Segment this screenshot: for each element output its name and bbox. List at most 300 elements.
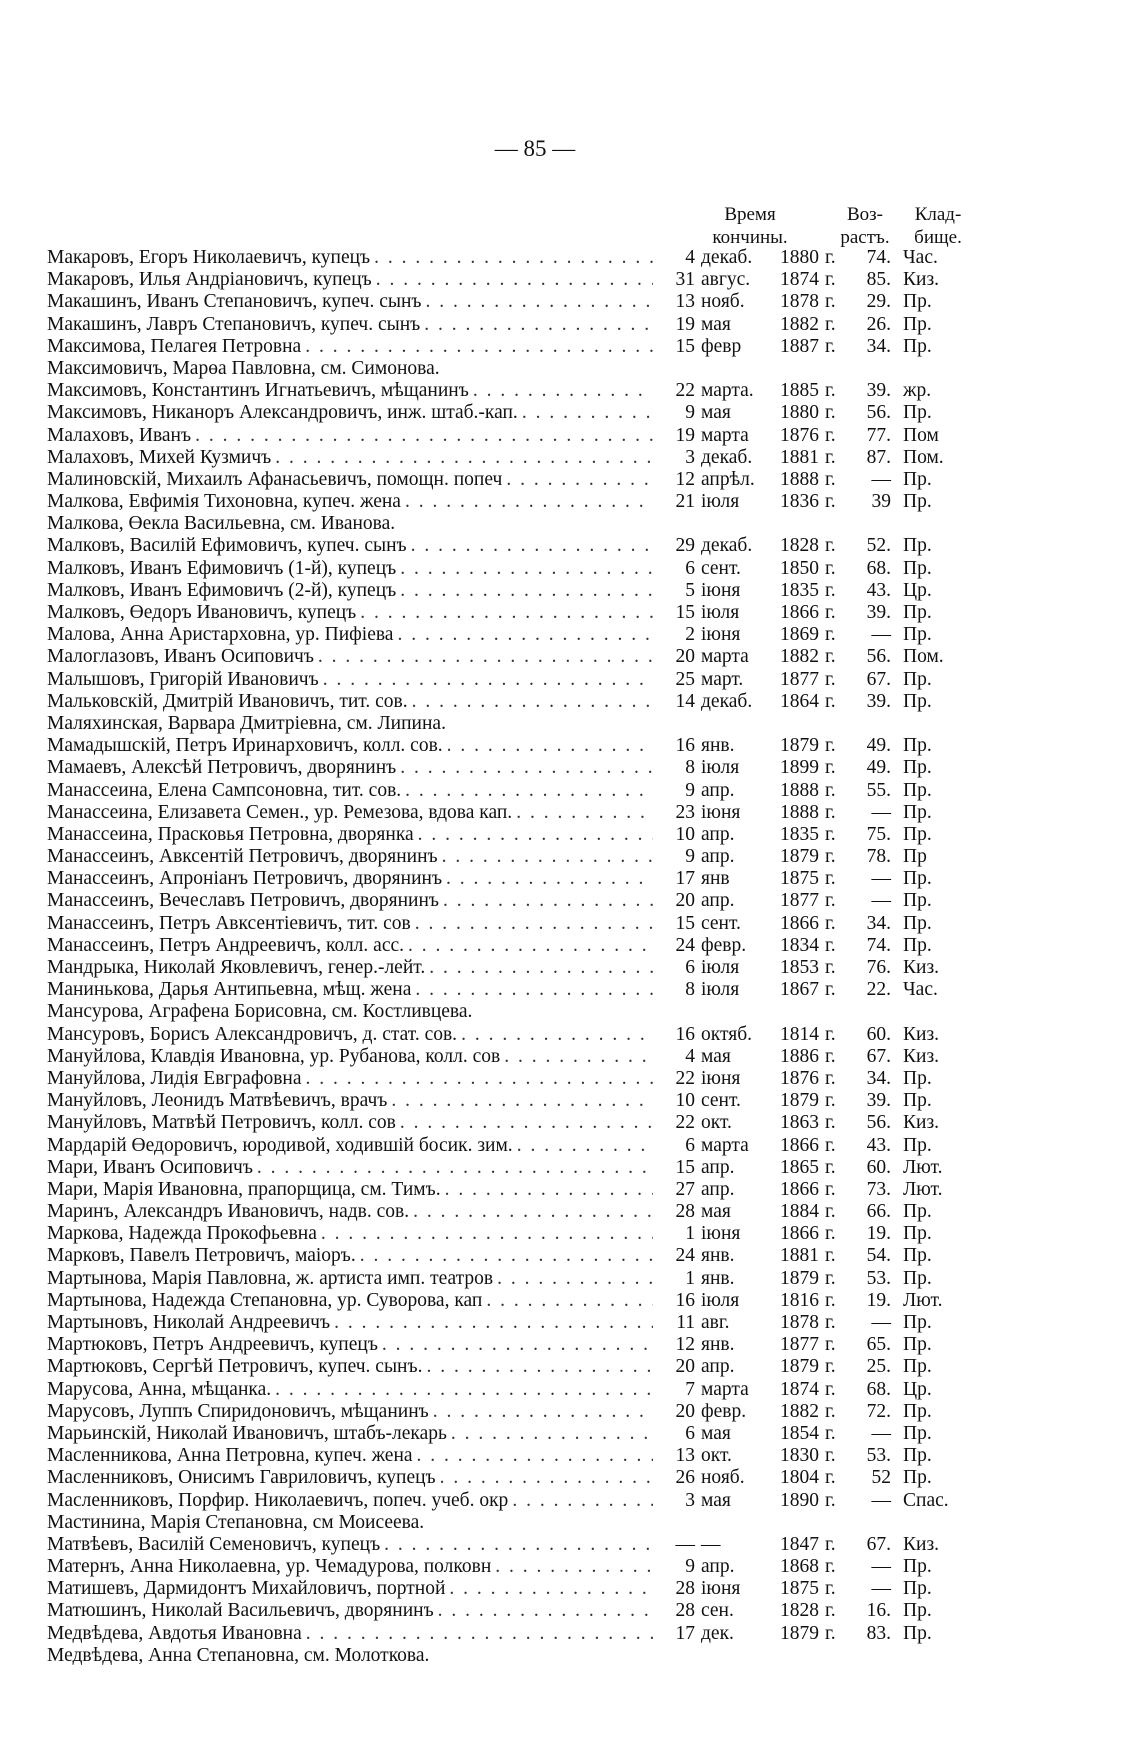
dot-leader <box>376 269 653 291</box>
cemetery: Пр. <box>903 313 932 335</box>
death-day: 16 <box>675 735 695 757</box>
age: 72. <box>866 1400 891 1422</box>
death-month: сент. <box>701 1090 741 1112</box>
entry-name-cell <box>47 913 653 935</box>
entry-name-cell <box>47 1223 653 1245</box>
death-day: 10 <box>675 823 695 845</box>
death-month: марта <box>701 1134 749 1156</box>
age: 77. <box>866 424 891 446</box>
year-abbrev: г. <box>825 668 836 690</box>
death-day: 15 <box>675 912 695 934</box>
entry-name-cell <box>47 846 653 868</box>
dot-leader <box>443 890 653 912</box>
death-month: апрѣл. <box>701 468 755 490</box>
dot-leader <box>429 957 653 979</box>
death-month: апр. <box>701 846 735 868</box>
entry-name-cell <box>47 1046 653 1068</box>
year-abbrev: г. <box>825 1134 836 1156</box>
entry-name-cell <box>47 1467 653 1489</box>
death-year: 1888 <box>780 779 819 801</box>
register-entry <box>47 1024 1047 1046</box>
cemetery: Пр. <box>903 779 932 801</box>
cemetery: Пр. <box>903 1578 932 1600</box>
entry-cross-reference: Малкова, Өекла Васильевна, см. Иванова. <box>47 513 396 535</box>
entry-name: Масленникова, Анна Петровна, купеч. жена <box>47 1445 413 1467</box>
age: — <box>871 1489 891 1511</box>
death-year: 1888 <box>780 468 819 490</box>
death-year: 1874 <box>780 1378 819 1400</box>
entry-name: Малаховъ, Михей Кузмичъ <box>47 446 272 468</box>
year-abbrev: г. <box>825 1489 836 1511</box>
cemetery: Пр. <box>903 1334 932 1356</box>
death-day: 22 <box>675 1067 695 1089</box>
age: — <box>871 1556 891 1578</box>
year-abbrev: г. <box>825 890 836 912</box>
year-abbrev: г. <box>825 1023 836 1045</box>
entry-name: Малковъ, Василій Ефимовичъ, купеч. сынъ <box>47 535 407 557</box>
register-entry <box>47 868 1047 890</box>
entry-name-cell <box>47 1179 653 1201</box>
death-day: 16 <box>675 1023 695 1045</box>
age: — <box>871 624 891 646</box>
death-year: 1879 <box>780 735 819 757</box>
entry-name: Малковъ, Иванъ Ефимовичъ (1-й), купецъ <box>47 557 397 579</box>
cemetery: Пр. <box>903 1312 932 1333</box>
dot-leader <box>400 757 653 779</box>
death-day: 6 <box>685 1134 695 1156</box>
dot-leader <box>374 247 653 269</box>
age: 39. <box>866 602 891 623</box>
cemetery: Пр. <box>903 535 932 557</box>
death-day: 4 <box>685 247 695 268</box>
death-year: 1836 <box>780 491 819 513</box>
entry-name: Малковъ, Иванъ Ефимовичъ (2-й), купецъ <box>47 579 397 601</box>
death-year: 1875 <box>780 868 819 890</box>
entry-name: Мардарій Өедоровичъ, юродивой, ходившій босик. зим. <box>47 1134 513 1156</box>
death-month: мая <box>701 1045 731 1067</box>
dot-leader <box>323 669 653 691</box>
entry-name-cell <box>47 402 653 424</box>
death-month: марта <box>701 424 749 446</box>
age: 43. <box>866 1134 891 1156</box>
death-year: 1887 <box>780 335 819 357</box>
year-abbrev: г. <box>825 779 836 801</box>
register-entry <box>47 890 1047 912</box>
entry-name-cell <box>47 1068 653 1090</box>
death-day: 3 <box>685 1489 695 1511</box>
dot-leader <box>360 1245 653 1267</box>
year-abbrev: г. <box>825 957 836 978</box>
entry-name: Макаровъ, Илья Андріановичъ, купецъ <box>47 269 372 291</box>
death-month: іюля <box>701 1289 740 1311</box>
register-entry <box>47 1423 1047 1445</box>
death-year: 1828 <box>780 535 819 557</box>
death-year: 1881 <box>780 446 819 468</box>
register-entry <box>47 757 1047 779</box>
year-abbrev: г. <box>825 1400 836 1422</box>
entry-name: Мартюковъ, Сергѣй Петровичъ, купеч. сынъ. <box>47 1356 423 1378</box>
dot-leader <box>405 491 653 513</box>
entry-name-cell <box>47 491 653 513</box>
cemetery: Пом. <box>903 646 944 668</box>
age: 65. <box>866 1334 891 1356</box>
dot-leader <box>305 336 653 358</box>
entry-name-cell <box>47 558 653 580</box>
dot-leader <box>405 780 653 802</box>
dot-leader <box>449 1578 653 1600</box>
death-month: окт. <box>701 1112 732 1134</box>
entry-name: Мальковскій, Дмитрій Ивановичъ, тит. сов. <box>47 690 408 712</box>
death-year: 1874 <box>780 269 819 291</box>
death-month: сент. <box>701 557 741 579</box>
dot-leader <box>321 1223 653 1245</box>
entry-name: Маринъ, Александръ Ивановичъ, надв. сов. <box>47 1201 410 1223</box>
register-entry <box>47 513 1047 535</box>
register-entries <box>47 247 1047 1667</box>
death-year: 1875 <box>780 1578 819 1600</box>
entry-name: Манассеинъ, Авксентій Петровичъ, дворянинъ <box>47 846 438 868</box>
year-abbrev: г. <box>825 1356 836 1378</box>
year-abbrev: г. <box>825 757 836 779</box>
entry-name-cell <box>47 757 653 779</box>
cemetery: Лют. <box>903 1289 943 1311</box>
age: 87. <box>866 446 891 468</box>
death-day: 9 <box>685 779 695 801</box>
age: — <box>871 1312 891 1333</box>
register-entry <box>47 1112 1047 1134</box>
header-time-of-death <box>690 203 810 249</box>
year-abbrev: г. <box>825 1378 836 1400</box>
cemetery: Пр. <box>903 823 932 845</box>
age: 22. <box>866 979 891 1001</box>
cemetery: Киз. <box>903 269 940 291</box>
cemetery: Пом. <box>903 446 944 468</box>
entry-name: Маркова, Надежда Прокофьевна <box>47 1223 317 1245</box>
death-year: 1882 <box>780 646 819 668</box>
death-month: апр. <box>701 890 735 912</box>
dot-leader <box>512 1490 653 1512</box>
death-month: іюня <box>701 579 741 601</box>
dot-leader <box>506 469 653 491</box>
death-day: 7 <box>685 1378 695 1400</box>
year-abbrev: г. <box>825 1245 836 1267</box>
death-month: мая <box>701 402 731 424</box>
year-abbrev: г. <box>825 912 836 934</box>
cemetery: Пр. <box>903 690 932 712</box>
year-abbrev: г. <box>825 335 836 357</box>
year-abbrev: г. <box>825 557 836 579</box>
year-abbrev: г. <box>825 801 836 823</box>
death-year: 1877 <box>780 668 819 690</box>
death-year: 1854 <box>780 1422 819 1444</box>
year-abbrev: г. <box>825 1312 836 1333</box>
death-month: іюня <box>701 624 741 646</box>
dot-leader <box>382 1334 653 1356</box>
age: 68. <box>866 1378 891 1400</box>
dot-leader <box>517 1135 653 1157</box>
entry-name-cell <box>47 890 653 912</box>
register-entry <box>47 1223 1047 1245</box>
age: — <box>871 890 891 912</box>
cemetery: Пр. <box>903 1422 932 1444</box>
entry-name-cell <box>47 935 653 957</box>
entry-name: Мартынова, Надежда Степановна, ур. Суворова, кап <box>47 1289 483 1311</box>
dot-leader <box>408 935 653 957</box>
death-day: 1 <box>685 1223 695 1245</box>
year-abbrev: г. <box>825 979 836 1001</box>
register-entry <box>47 624 1047 646</box>
year-abbrev: г. <box>825 735 836 757</box>
death-day: 28 <box>675 1578 695 1600</box>
death-day: 6 <box>685 557 695 579</box>
dot-leader <box>446 868 653 890</box>
death-year: 1804 <box>780 1467 819 1489</box>
cemetery: Пр. <box>903 1201 932 1223</box>
cemetery: Пр. <box>903 801 932 823</box>
death-month: янв. <box>701 1334 735 1356</box>
year-abbrev: г. <box>825 1600 836 1622</box>
entry-name-cell <box>47 1201 653 1223</box>
death-day: 6 <box>685 1422 695 1444</box>
cemetery: Киз. <box>903 1533 940 1555</box>
dot-leader <box>461 1024 653 1046</box>
register-entry <box>47 535 1047 557</box>
dot-leader <box>438 1600 653 1622</box>
entry-cross-reference: Мансурова, Аграфена Борисовна, см. Костливцева. <box>47 1001 473 1023</box>
death-year: 1884 <box>780 1201 819 1223</box>
cemetery: Киз. <box>903 1112 940 1134</box>
death-month: іюля <box>701 757 740 779</box>
cemetery: Лют. <box>903 1178 943 1200</box>
dot-leader <box>306 1623 653 1645</box>
death-year: 1867 <box>780 979 819 1001</box>
death-day: 10 <box>675 1090 695 1112</box>
death-day: 22 <box>675 1112 695 1134</box>
death-month: апр. <box>701 1356 735 1378</box>
death-day: 12 <box>675 1334 695 1356</box>
register-entry <box>47 1556 1047 1578</box>
death-month: окт. <box>701 1445 732 1467</box>
register-entry <box>47 935 1047 957</box>
death-year: 1816 <box>780 1289 819 1311</box>
cemetery: Пр. <box>903 557 932 579</box>
entry-name: Медвѣдева, Авдотья Ивановна <box>47 1622 302 1644</box>
entry-name-cell <box>47 1157 653 1179</box>
death-month: іюня <box>701 801 741 823</box>
entry-name: Масленниковъ, Порфир. Николаевичъ, попеч. учеб. окр <box>47 1489 509 1511</box>
age: 39. <box>866 380 891 402</box>
death-day: 13 <box>675 1445 695 1467</box>
death-year: 1876 <box>780 1067 819 1089</box>
cemetery: Пр. <box>903 624 932 646</box>
register-entry <box>47 691 1047 713</box>
register-entry <box>47 580 1047 602</box>
register-entry <box>47 1068 1047 1090</box>
death-day: 31 <box>675 269 695 291</box>
death-day: 17 <box>675 868 695 890</box>
death-day: 1 <box>685 1267 695 1289</box>
death-day: 13 <box>675 291 695 313</box>
death-year: 1882 <box>780 313 819 335</box>
register-entry <box>47 469 1047 491</box>
death-year: 1866 <box>780 1134 819 1156</box>
cemetery: Пр. <box>903 868 932 890</box>
age: — <box>871 468 891 490</box>
death-month: декаб. <box>701 446 753 468</box>
dot-leader <box>418 824 653 846</box>
death-month: февр <box>701 335 742 357</box>
death-month: — <box>701 1533 721 1555</box>
cemetery: Лют. <box>903 1156 943 1178</box>
cemetery: Пр. <box>903 602 932 623</box>
death-day: 15 <box>675 1156 695 1178</box>
register-entry <box>47 1490 1047 1512</box>
year-abbrev: г. <box>825 624 836 646</box>
dot-leader <box>486 1290 653 1312</box>
dot-leader <box>440 1467 653 1489</box>
death-month: іюня <box>701 1223 741 1245</box>
register-entry <box>47 447 1047 469</box>
death-day: 15 <box>675 602 695 623</box>
year-abbrev: г. <box>825 1445 836 1467</box>
age: 78. <box>866 846 891 868</box>
death-month: февр. <box>701 1400 747 1422</box>
entry-name: Мартынова, Марія Павловна, ж. артиста имп. театров <box>47 1267 494 1289</box>
cemetery: Пр. <box>903 402 932 424</box>
entry-cross-reference: Максимовичъ, Марөа Павловна, см. Симонова. <box>47 357 440 379</box>
entry-name-cell <box>47 1334 653 1356</box>
dot-leader <box>426 291 654 313</box>
cemetery: Пом <box>903 424 939 446</box>
death-year: 1879 <box>780 846 819 868</box>
cemetery: Пр. <box>903 1223 932 1245</box>
entry-name: Макаровъ, Егоръ Николаевичъ, купецъ <box>47 247 371 268</box>
death-year: 1877 <box>780 1334 819 1356</box>
cemetery: Пр. <box>903 912 932 934</box>
entry-name-cell <box>47 979 653 1001</box>
dot-leader <box>334 1312 653 1334</box>
entry-name: Манассеина, Прасковья Петровна, дворянка <box>47 823 414 845</box>
year-abbrev: г. <box>825 1067 836 1089</box>
age: 49. <box>866 757 891 779</box>
register-entry <box>47 1512 1047 1534</box>
death-year: 1835 <box>780 579 819 601</box>
year-abbrev: г. <box>825 535 836 557</box>
age: 55. <box>866 779 891 801</box>
year-abbrev: г. <box>825 291 836 313</box>
year-abbrev: г. <box>825 491 836 513</box>
register-entry <box>47 735 1047 757</box>
cemetery: Час. <box>903 247 938 268</box>
death-year: 1880 <box>780 402 819 424</box>
death-day: 23 <box>675 801 695 823</box>
death-month: марта <box>701 646 749 668</box>
entry-name: Малаховъ, Иванъ <box>47 424 192 446</box>
entry-name-cell <box>47 1112 653 1134</box>
entry-name: Макашинъ, Лавръ Степановичъ, купеч. сынъ <box>47 313 421 335</box>
year-abbrev: г. <box>825 1578 836 1600</box>
year-abbrev: г. <box>825 1467 836 1489</box>
death-year: 1835 <box>780 823 819 845</box>
register-entry <box>47 314 1047 336</box>
header-time-line2: кончины. <box>712 227 788 248</box>
death-day: 27 <box>675 1178 695 1200</box>
dot-leader <box>412 691 653 713</box>
dot-leader <box>426 1356 653 1378</box>
register-entry <box>47 979 1047 1001</box>
death-month: апр. <box>701 1556 735 1578</box>
register-entry <box>47 846 1047 868</box>
cemetery: Пр. <box>903 757 932 779</box>
register-entry <box>47 780 1047 802</box>
entry-name-cell <box>47 1312 653 1334</box>
death-month: февр. <box>701 934 747 956</box>
register-entry <box>47 558 1047 580</box>
entry-name: Манассеинъ, Петръ Авксентіевичъ, тит. сов <box>47 912 411 934</box>
register-entry <box>47 1268 1047 1290</box>
entry-name-cell <box>47 1423 653 1445</box>
cemetery: Пр. <box>903 1622 932 1644</box>
age: 85. <box>866 269 891 291</box>
age: 19. <box>866 1223 891 1245</box>
death-month: март. <box>701 668 744 690</box>
register-entry <box>47 957 1047 979</box>
year-abbrev: г. <box>825 1622 836 1644</box>
death-day: 14 <box>675 690 695 712</box>
year-abbrev: г. <box>825 602 836 623</box>
header-cem-line1: Клад- <box>914 204 962 225</box>
death-day: 15 <box>675 335 695 357</box>
year-abbrev: г. <box>825 1201 836 1223</box>
entry-name-cell <box>47 1090 653 1112</box>
register-entry <box>47 1245 1047 1267</box>
age: 60. <box>866 1023 891 1045</box>
death-year: 1830 <box>780 1445 819 1467</box>
register-entry <box>47 1179 1047 1201</box>
death-year: 1866 <box>780 602 819 623</box>
age: 75. <box>866 823 891 845</box>
death-month: іюня <box>701 1578 741 1600</box>
death-month: декаб. <box>701 247 753 268</box>
death-year: 1885 <box>780 380 819 402</box>
age: 66. <box>866 1201 891 1223</box>
death-month: сен. <box>701 1600 734 1622</box>
entry-name: Максимовъ, Константинъ Игнатьевичъ, мѣщанинъ <box>47 380 469 402</box>
year-abbrev: г. <box>825 446 836 468</box>
age: 19. <box>866 1289 891 1311</box>
death-year: 1876 <box>780 424 819 446</box>
entry-name-cell <box>47 735 653 757</box>
age: 83. <box>866 1622 891 1644</box>
death-year: 1866 <box>780 1178 819 1200</box>
dot-leader <box>275 1379 653 1401</box>
register-entry <box>47 1445 1047 1467</box>
register-entry <box>47 491 1047 513</box>
cemetery: жр. <box>903 380 932 402</box>
age: 56. <box>866 1112 891 1134</box>
death-day: 5 <box>685 579 695 601</box>
cemetery: Пр. <box>903 491 932 513</box>
entry-name: Матвѣевъ, Василій Семеновичъ, купецъ <box>47 1533 381 1555</box>
cemetery: Пр. <box>903 1356 932 1378</box>
age: 34. <box>866 1067 891 1089</box>
entry-name: Мари, Иванъ Осиповичъ <box>47 1156 253 1178</box>
entry-name-cell <box>47 1290 653 1312</box>
death-year: 1853 <box>780 957 819 978</box>
age: 56. <box>866 402 891 424</box>
entry-name: Марусова, Анна, мѣщанка. <box>47 1378 272 1400</box>
year-abbrev: г. <box>825 1156 836 1178</box>
